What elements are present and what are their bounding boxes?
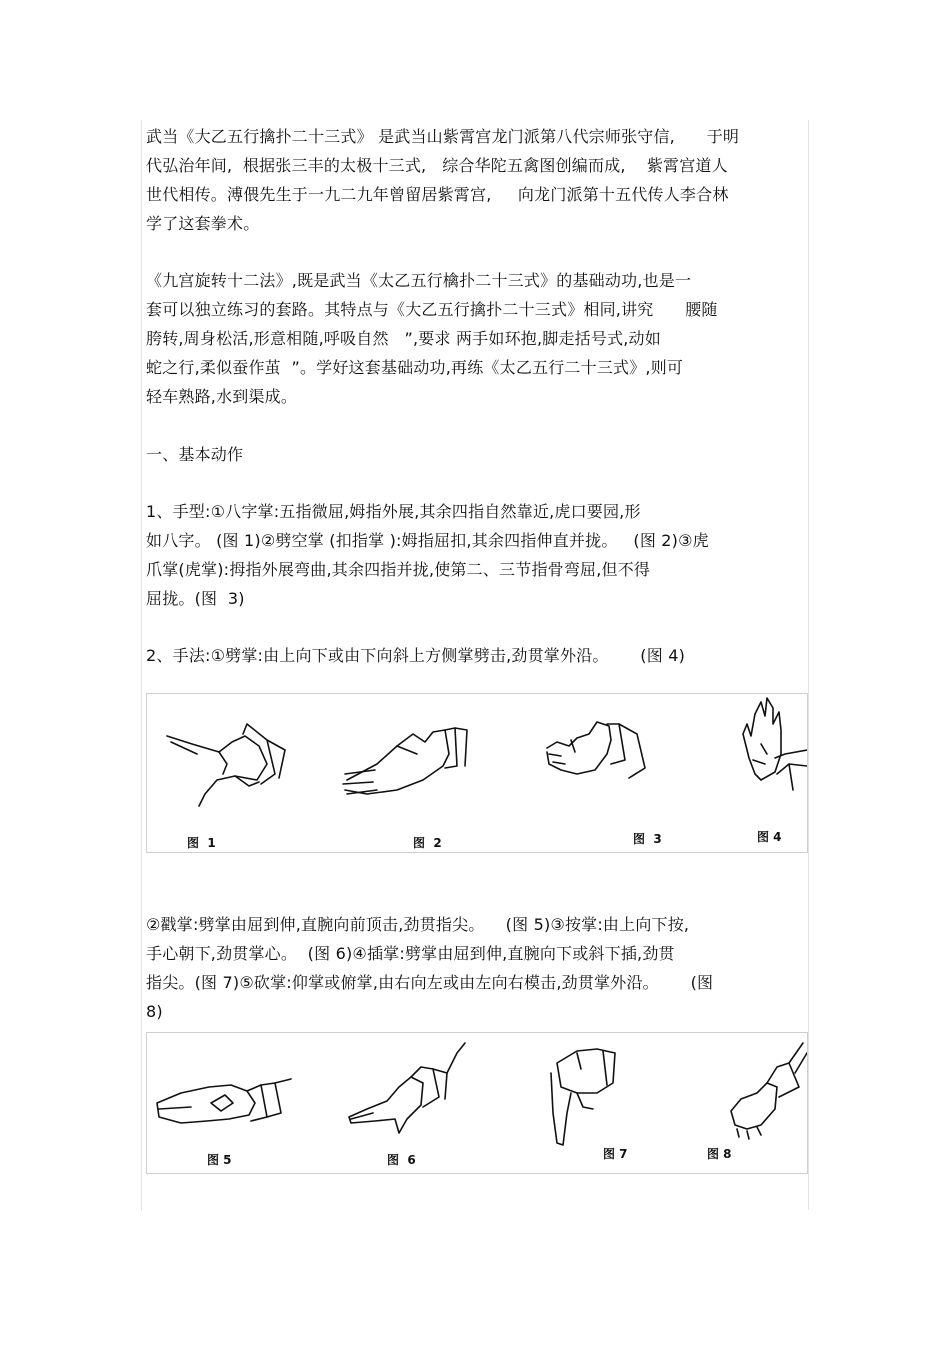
- text-line: 指尖。(图 7)⑤砍掌:仰掌或俯掌,由右向左或由左向右模击,劲贯掌外沿。 (图: [146, 973, 714, 992]
- text-line: 套可以独立练习的套路。其特点与《大乙五行擒扑二十三式》相同,讲究 腰随: [146, 300, 718, 319]
- page-border-right: [808, 120, 809, 1210]
- palm-techniques-paragraph: [146, 910, 808, 1026]
- figure-7-hand-drawing: [537, 1033, 677, 1173]
- figure-strip-2: [146, 1032, 808, 1174]
- figure-5-hand-drawing: [151, 1033, 311, 1173]
- figure-3-hand-drawing: [537, 694, 687, 852]
- hand-shape-paragraph: [146, 497, 808, 613]
- text-line: 如八字。 (图 1)②劈空掌 (扣指掌 ):姆指屈扣,其余四指伸直并拢。 (图 2)③虎: [146, 531, 709, 550]
- text-line: 胯转,周身松活,形意相随,呼吸自然 ”,要求 两手如环抱,脚走括号式,动如: [146, 329, 661, 348]
- figure-strip-1: [146, 693, 808, 853]
- figure-4-hand-drawing: [717, 694, 807, 852]
- figure-1-hand-drawing: [157, 694, 307, 852]
- figure-1-caption: 图 1: [187, 836, 216, 850]
- text-line: ②戳掌:劈掌由屈到伸,直腕向前顶击,劲贯指尖。 (图 5)③按掌:由上向下按,: [146, 915, 690, 934]
- figure-2-hand-drawing: [327, 694, 497, 852]
- text-line: 代弘治年间, 根据张三丰的太极十三式, 综合华陀五禽图创编而成, 紫霄宫道人: [146, 156, 728, 175]
- hand-method-paragraph: [146, 641, 808, 670]
- jiugong-paragraph: [146, 266, 808, 411]
- text-line: 1、手型:①八字掌:五指微屈,姆指外展,其余四指自然靠近,虎口要园,形: [146, 502, 641, 521]
- text-line: 蛇之行,柔似蚕作茧 ”。学好这套基础动功,再练《太乙五行二十三式》,则可: [146, 358, 684, 377]
- figure-5-caption: 图 5: [207, 1153, 232, 1167]
- figure-6-hand-drawing: [337, 1033, 487, 1173]
- section-heading: [146, 440, 808, 469]
- figure-8-hand-drawing: [707, 1033, 807, 1173]
- figure-6-caption: 图 6: [387, 1153, 416, 1167]
- figure-7-caption: 图 7: [603, 1147, 628, 1161]
- text-line: 屈拢。(图 3): [146, 589, 245, 608]
- figure-3-caption: 图 3: [633, 832, 662, 846]
- text-line: 武当《大乙五行擒扑二十三式》 是武当山紫霄宫龙门派第八代宗师张守信, 于明: [146, 127, 740, 146]
- text-line: 《九宫旋转十二法》,既是武当《太乙五行檎扑二十三式》的基础动功,也是一: [146, 271, 692, 290]
- intro-paragraph: [146, 122, 808, 238]
- text-line: 学了这套拳术。: [146, 214, 260, 233]
- text-line: 轻车熟路,水到渠成。: [146, 387, 298, 406]
- figure-8-caption: 图 8: [707, 1147, 732, 1161]
- text-line: 手心朝下,劲贯掌心。 (图 6)④插掌:劈掌由屈到伸,直腕向下或斜下插,劲贯: [146, 944, 675, 963]
- text-line: 8): [146, 1002, 163, 1021]
- text-line: 爪掌(虎掌):拇指外展弯曲,其余四指并拢,使第二、三节指骨弯屈,但不得: [146, 560, 651, 579]
- page-border-left: [141, 120, 142, 1210]
- figure-2-caption: 图 2: [413, 836, 442, 850]
- figure-4-caption: 图 4: [757, 830, 782, 844]
- heading-text: 一、基本动作: [146, 445, 244, 464]
- text-line: 世代相传。溥偎先生于一九二九年曾留居紫霄宫, 向龙门派第十五代传人李合林: [146, 185, 729, 204]
- text-line: 2、手法:①劈掌:由上向下或由下向斜上方侧掌劈击,劲贯掌外沿。 (图 4): [146, 646, 686, 665]
